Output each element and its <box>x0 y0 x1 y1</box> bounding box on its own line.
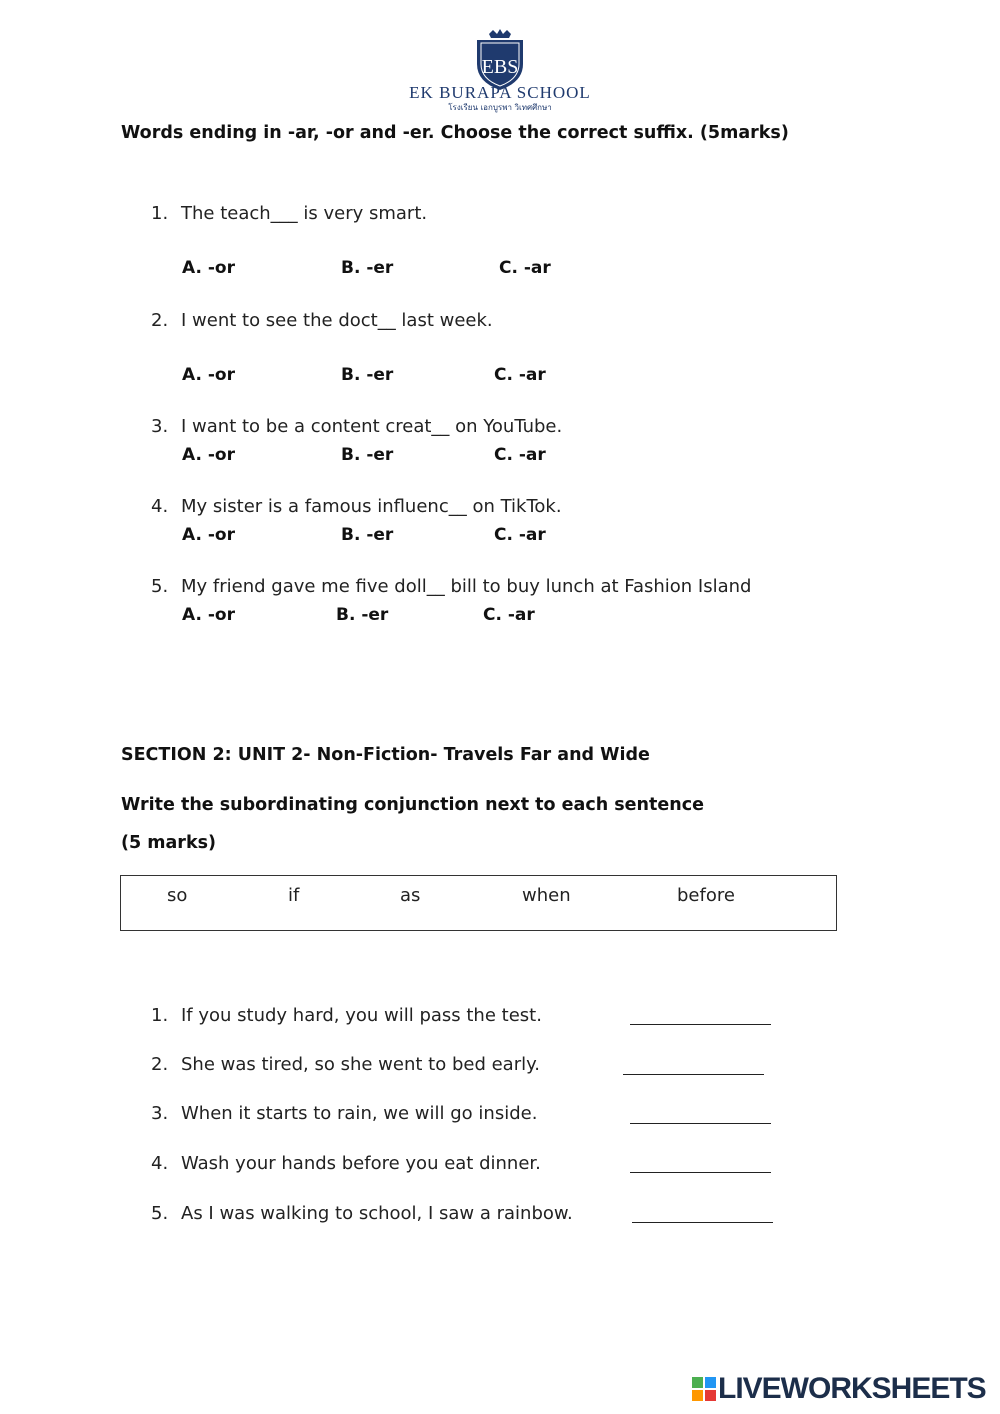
sentence-number: 4. <box>151 1153 169 1174</box>
question-text: The teach___ is very smart. <box>181 203 428 224</box>
sentence-text: When it starts to rain, we will go inside. <box>181 1103 538 1124</box>
answer-blank[interactable] <box>630 1123 771 1124</box>
option-c[interactable]: C. -ar <box>499 258 551 278</box>
sentence-text: As I was walking to school, I saw a rainbow. <box>181 1203 573 1224</box>
question-number: 1. <box>151 203 169 224</box>
word-bank-item: before <box>677 885 735 906</box>
option-b[interactable]: B. -er <box>341 525 394 545</box>
sentence-number: 5. <box>151 1203 169 1224</box>
option-b[interactable]: B. -er <box>341 365 394 385</box>
answer-blank[interactable] <box>632 1222 773 1223</box>
question-number: 5. <box>151 576 169 597</box>
option-b[interactable]: B. -er <box>341 258 394 278</box>
option-a[interactable]: A. -or <box>182 258 235 278</box>
section2-marks: (5 marks) <box>121 833 216 853</box>
answer-blank[interactable] <box>623 1074 764 1075</box>
option-b[interactable]: B. -er <box>336 605 389 625</box>
question-text: I want to be a content creat__ on YouTube. <box>181 416 563 437</box>
section1-instruction: Words ending in -ar, -or and -er. Choose the correct suffix. (5marks) <box>121 123 789 143</box>
word-bank-item: as <box>400 885 421 906</box>
answer-blank[interactable] <box>630 1024 771 1025</box>
option-a[interactable]: A. -or <box>182 365 235 385</box>
word-bank-item: when <box>522 885 571 906</box>
liveworksheets-brand: LIVEWORKSHEETS <box>718 1372 986 1405</box>
sentence-number: 2. <box>151 1054 169 1075</box>
option-c[interactable]: C. -ar <box>483 605 535 625</box>
sentence-text: If you study hard, you will pass the test. <box>181 1005 542 1026</box>
sentence-number: 1. <box>151 1005 169 1026</box>
sentence-number: 3. <box>151 1103 169 1124</box>
option-c[interactable]: C. -ar <box>494 365 546 385</box>
logo-letters: EBS <box>481 56 519 78</box>
question-number: 2. <box>151 310 169 331</box>
word-bank-item: if <box>288 885 300 906</box>
liveworksheets-logo-icon <box>692 1377 716 1401</box>
question-text: My sister is a famous influenc__ on TikTok. <box>181 496 562 517</box>
word-bank-item: so <box>167 885 188 906</box>
section2-instruction: Write the subordinating conjunction next to each sentence <box>121 795 704 815</box>
question-number: 3. <box>151 416 169 437</box>
question-text: I went to see the doct__ last week. <box>181 310 493 331</box>
school-name: EK BURAPA SCHOOL <box>409 83 591 102</box>
sentence-text: Wash your hands before you eat dinner. <box>181 1153 541 1174</box>
option-b[interactable]: B. -er <box>341 445 394 465</box>
option-c[interactable]: C. -ar <box>494 445 546 465</box>
option-a[interactable]: A. -or <box>182 605 235 625</box>
option-a[interactable]: A. -or <box>182 445 235 465</box>
answer-blank[interactable] <box>630 1172 771 1173</box>
option-c[interactable]: C. -ar <box>494 525 546 545</box>
question-number: 4. <box>151 496 169 517</box>
school-subtitle: โรงเรียน เอกบูรพา วิเทศศึกษา <box>448 103 552 112</box>
option-a[interactable]: A. -or <box>182 525 235 545</box>
question-text: My friend gave me five doll__ bill to buy lunch at Fashion Island <box>181 576 752 597</box>
section2-title: SECTION 2: UNIT 2- Non-Fiction- Travels Far and Wide <box>121 745 650 765</box>
sentence-text: She was tired, so she went to bed early. <box>181 1054 540 1075</box>
